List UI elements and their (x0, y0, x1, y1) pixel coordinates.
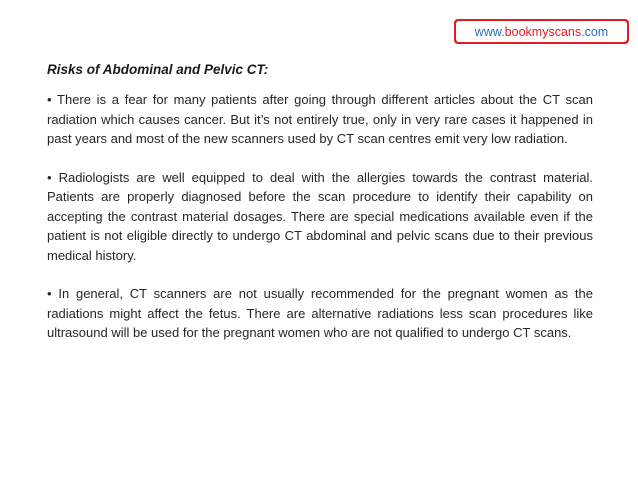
slide-body (47, 90, 593, 362)
website-badge[interactable] (454, 19, 629, 44)
website-suffix: .com (581, 24, 609, 39)
website-prefix: www. (474, 24, 505, 39)
paragraph-pregnancy: • In general, CT scanners are not usually recommended for the pregnant women as the radiations might affect the fetus. There are alternative radiations less scan procedures like ultrasound will be used for the pregnant women who are not qualified to undergo CT scans. (47, 286, 593, 340)
paragraph-radiation-fear: • There is a fear for many patients after going through different articles about the CT scan radiation which causes cancer. But it’s not entirely true, only in very rare cases it happened in past years and most of the new scanners used by CT scan centres emit very low radiation. (47, 92, 593, 146)
website-brand: bookmyscans (504, 24, 582, 39)
slide-title: Risks of Abdominal and Pelvic CT: (47, 62, 269, 77)
website-link[interactable] (456, 21, 627, 42)
paragraph-contrast-allergies: • Radiologists are well equipped to deal with the allergies towards the contrast material. Patients are properly diagnosed before the scan procedure to identify their capability on accepting the contrast material dosages. There are special medications available even if the patient is not eligible directly to undergo CT abdominal and pelvic scans due to their previous medical history. (47, 169, 593, 263)
